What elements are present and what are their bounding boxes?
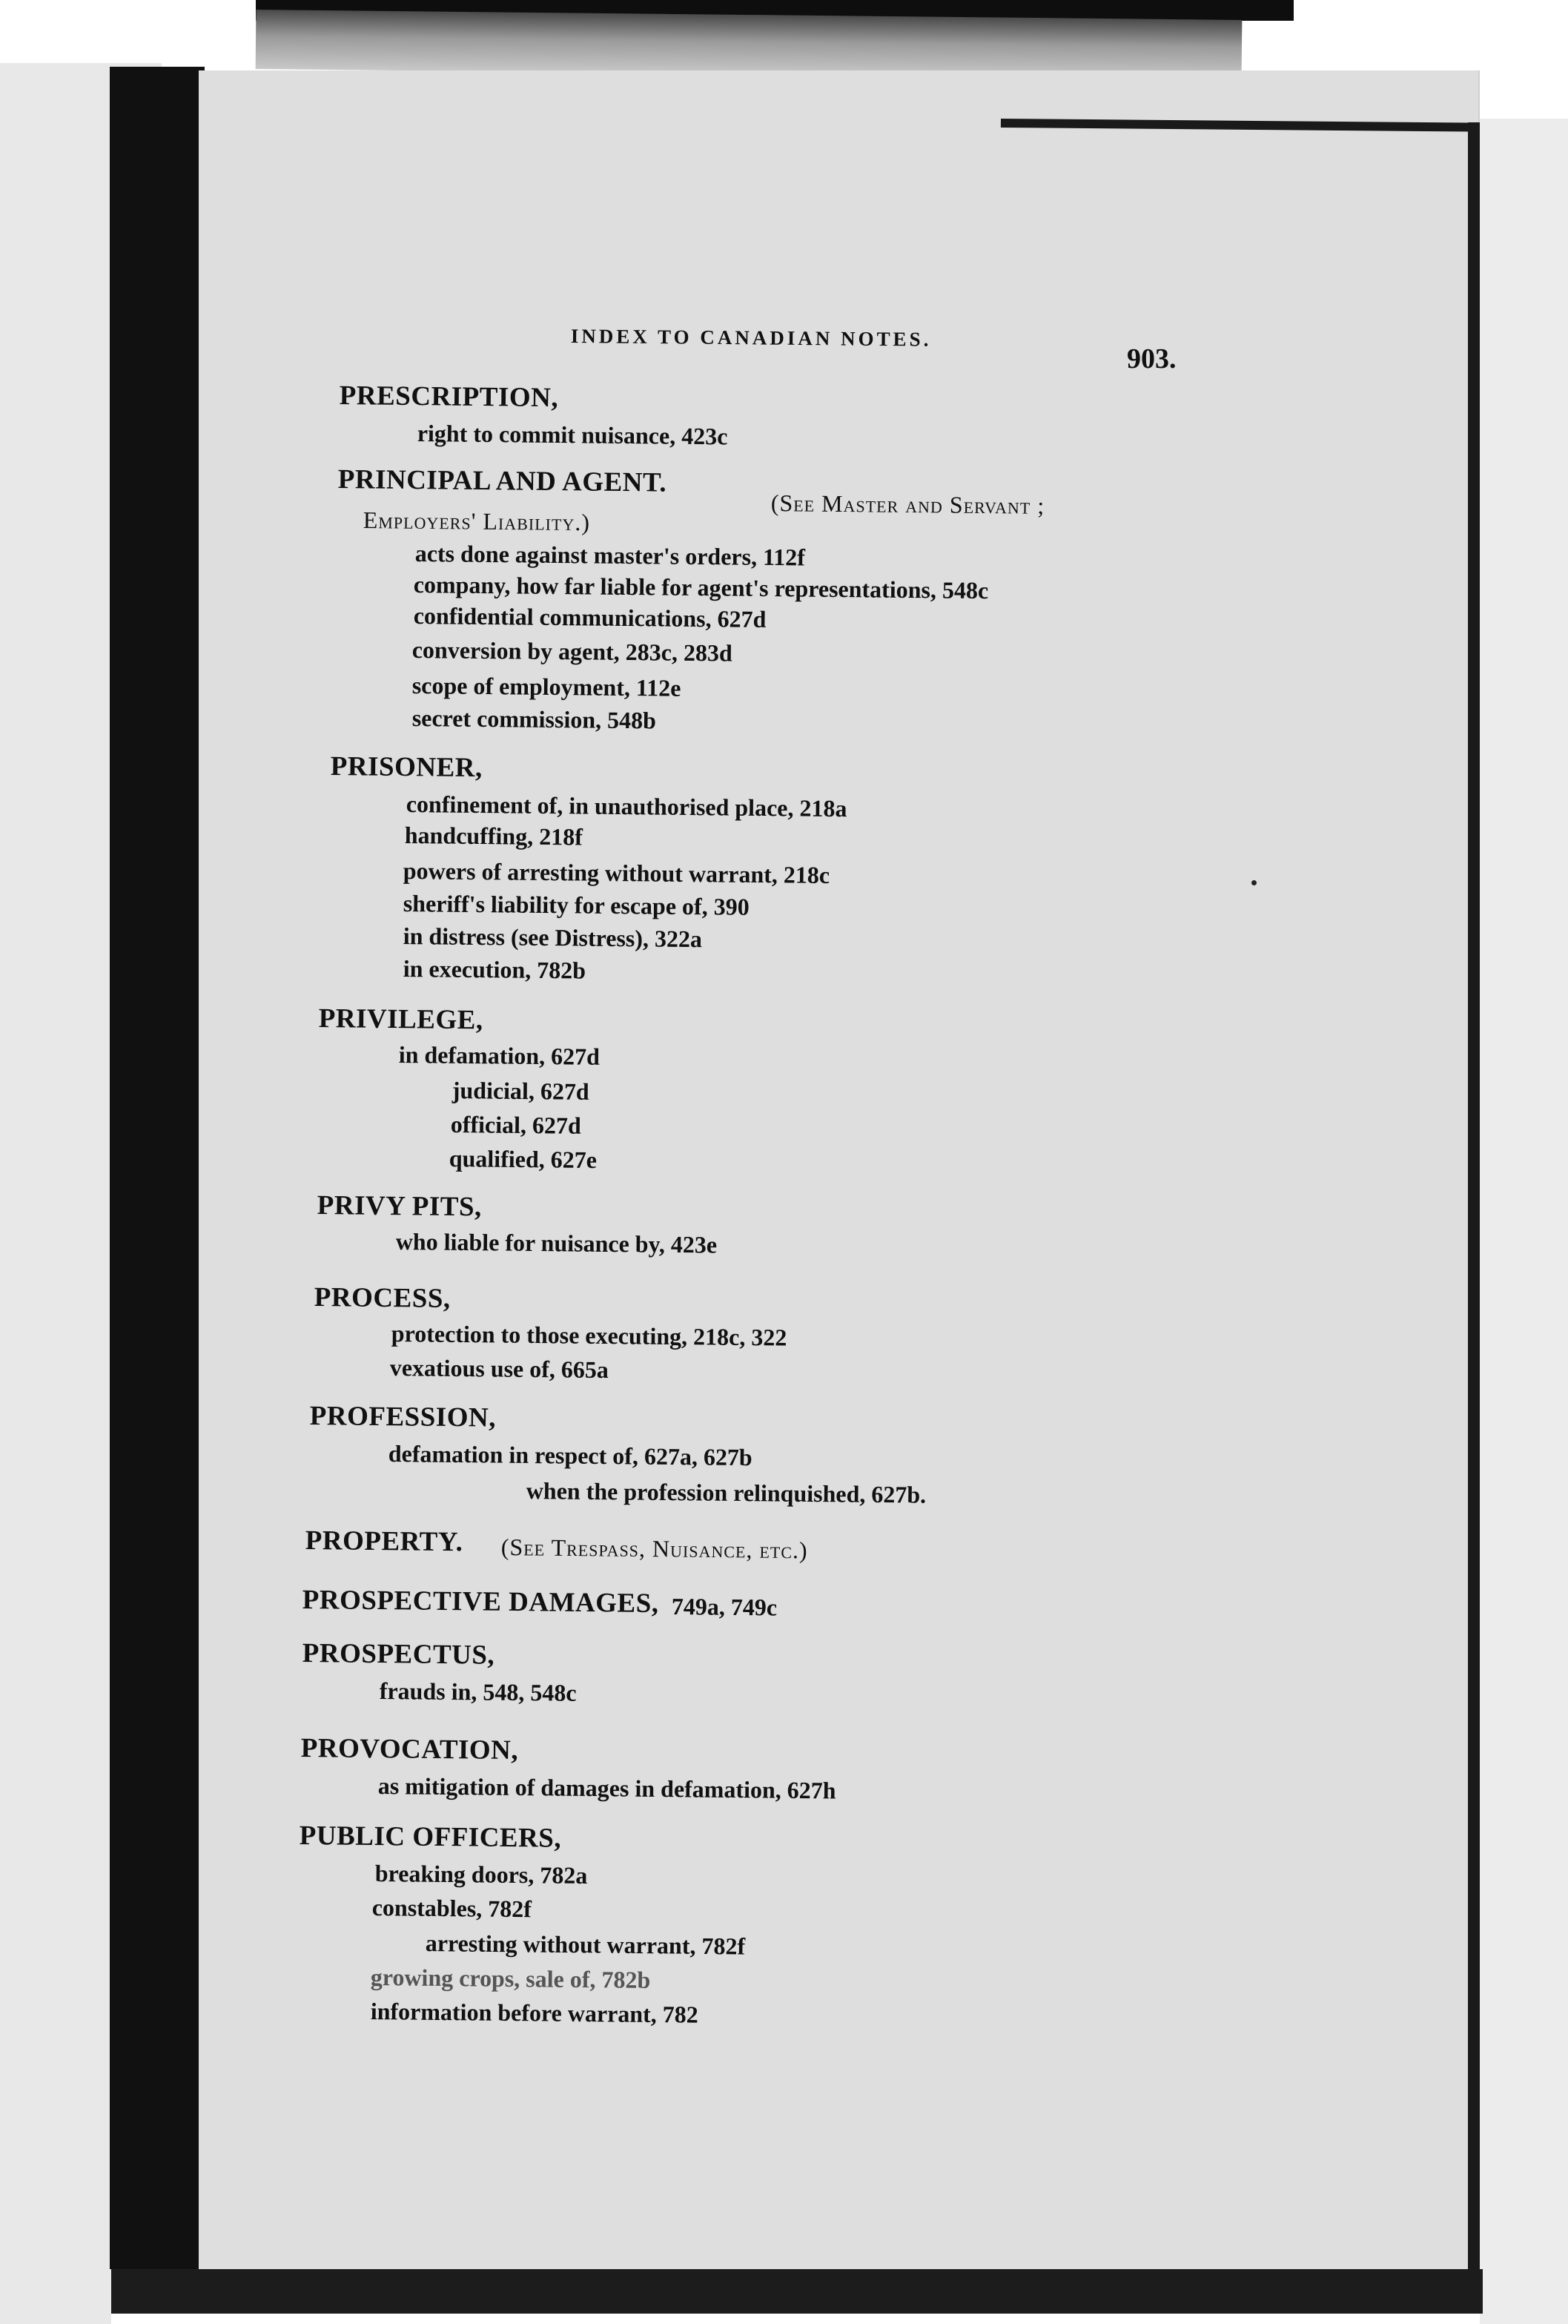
index-subentry: conversion by agent, 283c, 283d: [411, 636, 732, 667]
index-subentry: information before warrant, 782: [370, 1998, 698, 2028]
index-subentry: confidential communications, 627d: [413, 602, 767, 633]
index-subentry: right to commit nuisance, 423c: [417, 420, 728, 450]
index-heading-principal-and-agent: PRINCIPAL AND AGENT.: [337, 463, 667, 498]
index-subentry: growing crops, sale of, 782b: [370, 1964, 651, 1993]
cross-reference-text: Employers' Liability.): [363, 506, 591, 536]
index-heading-privilege: PRIVILEGE,: [318, 1003, 483, 1036]
index-heading-prospectus: PROSPECTUS,: [302, 1638, 495, 1671]
index-subentry: in execution, 782b: [403, 955, 586, 984]
index-subentry: when the profession relinquished, 627b.: [526, 1477, 927, 1508]
index-subentry: frauds in, 548, 548c: [379, 1677, 577, 1706]
index-subentry: arresting without warrant, 782f: [425, 1929, 746, 1960]
cross-reference-text: (See Trespass, Nuisance, etc.): [500, 1534, 808, 1564]
index-subentry: confinement of, in unauthorised place, 218a: [406, 790, 847, 822]
index-heading-public-officers: PUBLIC OFFICERS,: [299, 1820, 562, 1854]
index-subentry: breaking doors, 782a: [374, 1860, 588, 1889]
index-subentry: acts done against master's orders, 112f: [414, 540, 806, 571]
index-subentry: sheriff's liability for escape of, 390: [403, 890, 750, 920]
index-heading-process: PROCESS,: [314, 1282, 451, 1314]
cross-reference-continued: [363, 506, 591, 536]
index-heading-profession: PROFESSION,: [309, 1401, 497, 1433]
index-heading-privy-pits: PRIVY PITS,: [317, 1190, 483, 1223]
index-subentry: who liable for nuisance by, 423e: [395, 1228, 718, 1258]
index-refs: 749a, 749c: [671, 1593, 778, 1621]
cross-reference-text: (See Master and Servant ;: [770, 489, 1045, 519]
index-subentry: scope of employment, 112e: [411, 672, 681, 702]
index-subentry: defamation in respect of, 627a, 627b: [388, 1440, 752, 1471]
running-head: INDEX TO CANADIAN NOTES.: [570, 325, 932, 351]
index-subentry: company, how far liable for agent's representations, 548c: [413, 571, 989, 604]
index-heading-prospective-damages: PROSPECTIVE DAMAGES,: [302, 1585, 659, 1620]
index-subentry: secret commission, 548b: [411, 704, 657, 734]
cross-reference: [771, 489, 1045, 520]
index-subentry: qualified, 627e: [449, 1145, 598, 1174]
page-number: 903.: [1127, 343, 1177, 374]
index-heading-property: PROPERTY.: [305, 1525, 463, 1558]
index-subentry: in defamation, 627d: [398, 1041, 601, 1070]
index-subentry: in distress (see Distress), 322a: [403, 922, 703, 953]
index-subentry: protection to those executing, 218c, 322: [391, 1320, 787, 1351]
index-subentry: as mitigation of damages in defamation, 627h: [377, 1772, 836, 1804]
ink-speck: [1251, 880, 1257, 885]
index-subentry: vexatious use of, 665a: [389, 1354, 609, 1384]
index-subentry: powers of arresting without warrant, 218c: [403, 857, 830, 889]
cross-reference: [501, 1534, 808, 1564]
index-subentry: judicial, 627d: [451, 1077, 589, 1105]
index-heading-prisoner: PRISONER,: [330, 750, 483, 784]
index-heading-provocation: PROVOCATION,: [300, 1733, 519, 1766]
index-subentry: constables, 782f: [371, 1894, 532, 1923]
index-subentry: official, 627d: [450, 1111, 581, 1139]
index-subentry: handcuffing, 218f: [404, 822, 583, 851]
index-heading-prescription: PRESCRIPTION,: [339, 380, 559, 414]
